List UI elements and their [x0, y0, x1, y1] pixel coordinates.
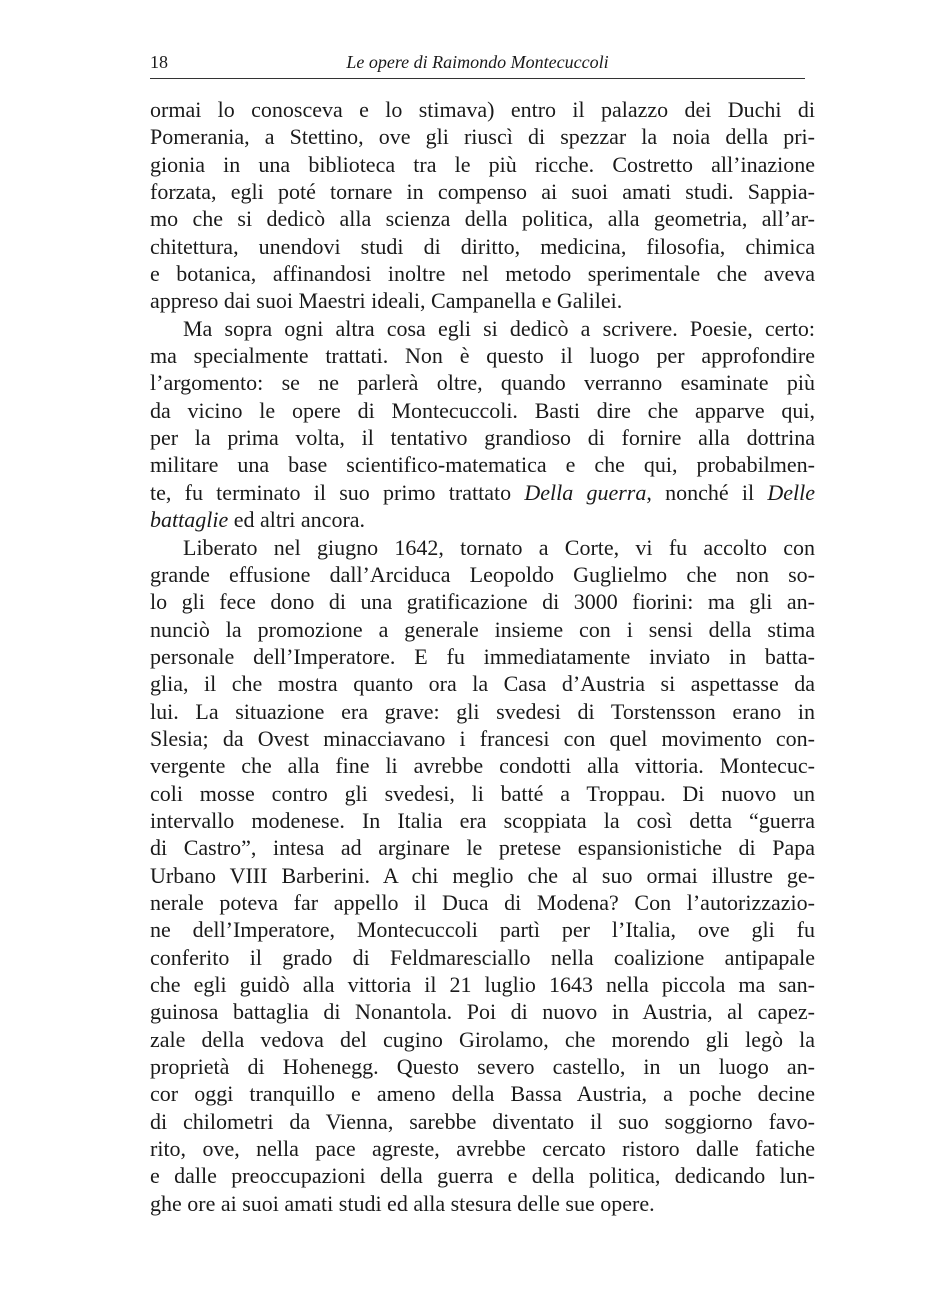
page-number: 18: [150, 52, 168, 72]
text-line: e botanica, affinandosi inoltre nel metodo sperimentale che aveva: [150, 261, 815, 287]
text-line: di chilometri da Vienna, sarebbe diventato il suo soggiorno favo-: [150, 1108, 815, 1134]
text-line: zale della vedova del cugino Girolamo, che morendo gli legò la: [150, 1026, 815, 1052]
text-line: l’argomento: se ne parlerà oltre, quando verranno esaminate più: [150, 370, 815, 396]
text-line: proprietà di Hohenegg. Questo severo castello, in un luogo an-: [150, 1054, 815, 1080]
text-line: vergente che alla fine li avrebbe condotti alla vittoria. Montecuc-: [150, 753, 815, 779]
text-line: lo gli fece dono di una gratificazione di 3000 fiorini: ma gli an-: [150, 589, 815, 615]
book-title-della-guerra: Della guerra: [524, 479, 647, 505]
text-line: personale dell’Imperatore. E fu immediatamente inviato in batta-: [150, 643, 815, 669]
text-line: grande effusione dall’Arciduca Leopoldo Guglielmo che non so-: [150, 561, 815, 587]
text-line: lui. La situazione era grave: gli svedesi di Torstensson erano in: [150, 698, 815, 724]
book-title-delle-battaglie: battaglie: [150, 507, 229, 533]
text-line: e dalle preoccupazioni della guerra e della politica, dedicando lun-: [150, 1163, 815, 1189]
running-title: Le opere di Raimondo Montecuccoli: [346, 52, 609, 72]
running-header: [150, 50, 805, 79]
text-line: guinosa battaglia di Nonantola. Poi di nuovo in Austria, al capez-: [150, 999, 815, 1025]
text-line: appreso dai suoi Maestri ideali, Campanella e Galilei.: [150, 288, 623, 314]
text-line: chitettura, unendovi studi di diritto, medicina, filosofia, chimica: [150, 233, 815, 259]
text-line: forzata, egli poté tornare in compenso ai suoi amati studi. Sappia-: [150, 179, 815, 205]
text-line: per la prima volta, il tentativo grandioso di fornire alla dottrina: [150, 425, 815, 451]
book-title-delle-battaglie: Delle: [767, 479, 815, 505]
text-line: nerale poteva far appello il Duca di Modena? Con l’autorizzazio-: [150, 889, 815, 915]
text-line: cor oggi tranquillo e ameno della Bassa Austria, a poche decine: [150, 1081, 815, 1107]
text-line: te, fu terminato il suo primo trattato Della guerra, nonché il Delle: [150, 479, 815, 505]
text-line: intervallo modenese. In Italia era scoppiata la così detta “guerra: [150, 807, 815, 833]
text-line: militare una base scientifico-matematica e che qui, probabilmen-: [150, 452, 815, 478]
text-line: da vicino le opere di Montecuccoli. Basti dire che apparve qui,: [150, 397, 815, 423]
text-line: ormai lo conosceva e lo stimava) entro il palazzo dei Duchi di: [150, 97, 815, 122]
text-line: rito, ove, nella pace agreste, avrebbe cercato ristoro dalle fatiche: [150, 1136, 815, 1162]
text-line: battaglie ed altri ancora.: [150, 507, 366, 533]
text-line: Slesia; da Ovest minacciavano i francesi con quel movimento con-: [150, 725, 815, 751]
text-line: di Castro”, intesa ad arginare le pretese espansionistiche di Papa: [150, 835, 815, 861]
paragraph-first-line: Ma sopra ogni altra cosa egli si dedicò a scrivere. Poesie, certo:: [183, 315, 815, 341]
text-line: che egli guidò alla vittoria il 21 luglio 1643 nella piccola ma san-: [150, 972, 815, 997]
text-line: coli mosse contro gli svedesi, li batté a Troppau. Di nuovo un: [150, 780, 815, 806]
text-line: mo che si dedicò alla scienza della politica, alla geometria, all’ar-: [150, 206, 815, 232]
body-text: [150, 96, 815, 1217]
text-line: ne dell’Imperatore, Montecuccoli partì per l’Italia, ove gli fu: [150, 917, 815, 943]
text-line: glia, il che mostra quanto ora la Casa d’Austria si aspettasse da: [150, 671, 815, 697]
text-line: gionia in una biblioteca tra le più ricche. Costretto all’inazione: [150, 151, 815, 177]
paragraph-first-line: Liberato nel giugno 1642, tornato a Corte, vi fu accolto con: [183, 534, 815, 560]
text-line: Pomerania, a Stettino, ove gli riuscì di spezzar la noia della pri-: [150, 124, 815, 150]
text-line: nunciò la promozione a generale insieme con i sensi della stima: [150, 616, 815, 642]
text-line: conferito il grado di Feldmaresciallo nella coalizione antipapale: [150, 944, 815, 970]
text-line: ma specialmente trattati. Non è questo il luogo per approfondire: [150, 343, 815, 369]
text-line: ghe ore ai suoi amati studi ed alla stesura delle sue opere.: [150, 1190, 655, 1216]
text-line: Urbano VIII Barberini. A chi meglio che al suo ormai illustre ge-: [150, 862, 815, 888]
